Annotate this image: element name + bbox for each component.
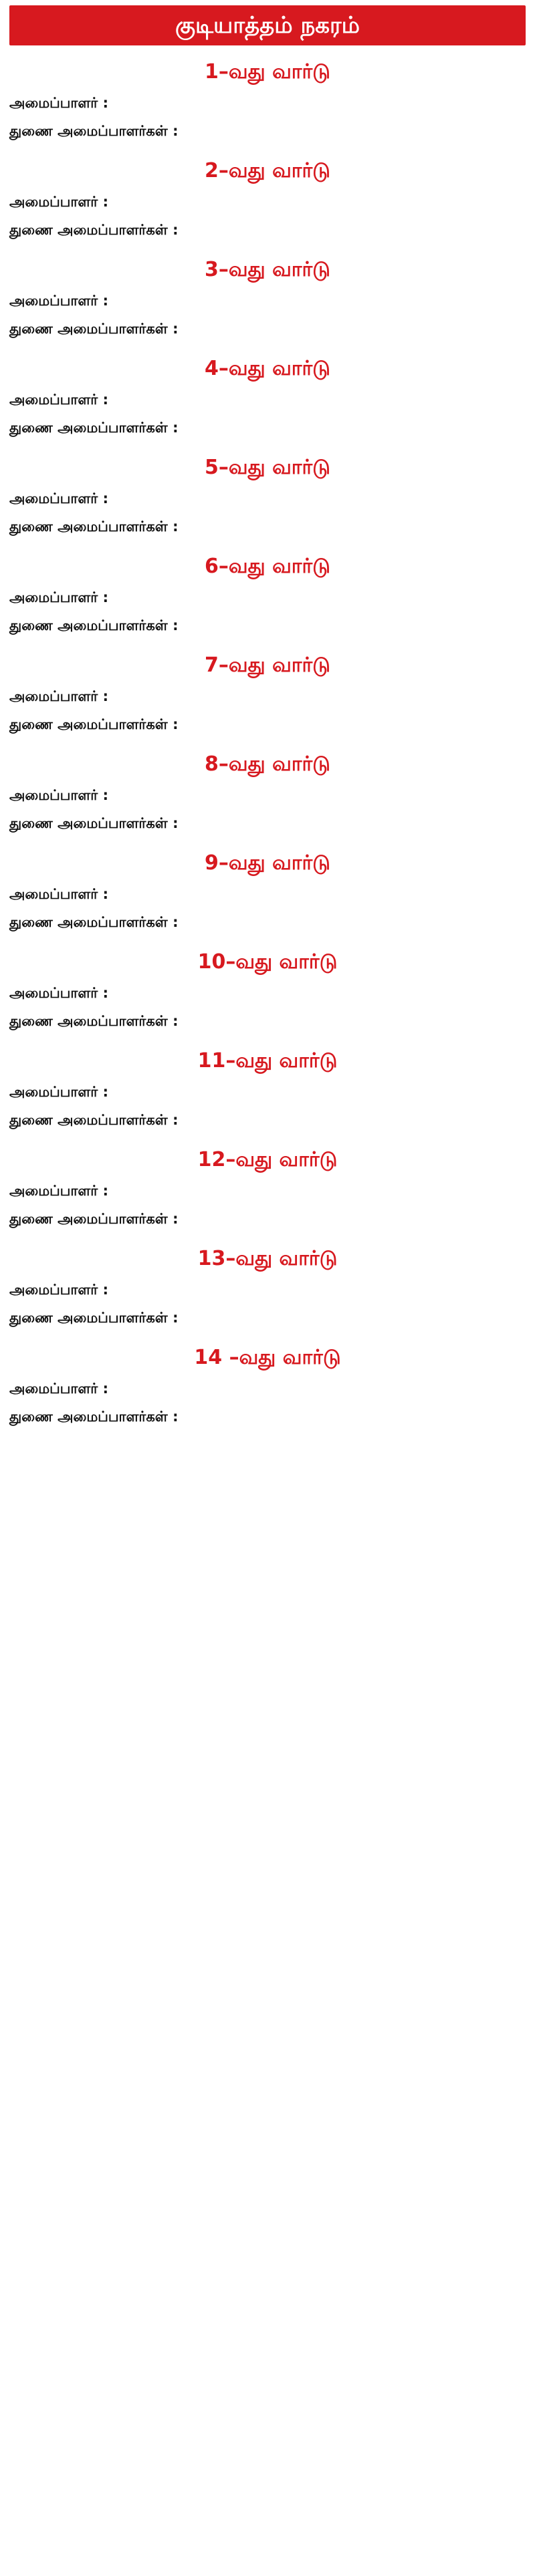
organizer-entry [9,784,526,806]
ward-heading: 9–வது வார்டு [205,851,330,875]
ward-heading: 4–வது வார்டு [205,357,330,380]
organizer-entry [9,92,526,114]
deputy-organizers-label: துணை அமைப்பாளர்கள் : [9,222,179,238]
ward-heading: 6–வது வார்டு [205,555,330,578]
deputy-organizers-label: துணை அமைப்பாளர்கள் : [9,716,179,732]
deputy-organizers-label: துணை அமைப்பாளர்கள் : [9,519,179,535]
ward-section [9,1145,526,1230]
deputy-organizers-label: துணை அமைப்பாளர்கள் : [9,1112,179,1128]
ward-heading: 11–வது வார்டு [197,1049,338,1072]
ward-heading: 7–வது வார்டு [205,654,330,677]
organizer-entry [9,587,526,608]
organizer-label: அமைப்பாளர் : [9,985,108,1001]
ward-heading: 12–வது வார்டு [197,1148,338,1171]
deputy-organizers-entry [9,911,526,933]
deputy-organizers-label: துணை அமைப்பாளர்கள் : [9,123,179,139]
organizer-label: அமைப்பாளர் : [9,787,108,803]
organizer-entry [9,982,526,1004]
ward-heading: 10–வது வார்டு [197,950,338,974]
deputy-organizers-label: துணை அமைப்பாளர்கள் : [9,420,179,436]
deputy-organizers-label: துணை அமைப்பாளர்கள் : [9,815,179,831]
organizer-entry [9,1081,526,1103]
deputy-organizers-entry [9,714,526,735]
ward-heading: 8–வது வார்டு [205,752,330,776]
deputy-organizers-entry [9,1208,526,1230]
organizer-entry [9,389,526,410]
deputy-organizers-entry [9,219,526,241]
ward-section [9,948,526,1032]
organizer-label: அமைப்பாளர் : [9,392,108,408]
organizer-entry [9,1378,526,1399]
organizer-entry [9,290,526,311]
ward-section [9,354,526,438]
organizer-entry [9,191,526,212]
deputy-organizers-label: துணை அமைப்பாளர்கள் : [9,1013,179,1029]
organizer-label: அமைப்பாளர் : [9,1183,108,1199]
ward-heading: 5–வது வார்டு [205,456,330,479]
deputy-organizers-entry [9,1010,526,1032]
deputy-organizers-entry [9,1109,526,1131]
ward-section [9,57,526,142]
deputy-organizers-entry [9,516,526,537]
ward-heading: 13–வது வார்டு [197,1247,338,1270]
ward-section [9,849,526,933]
deputy-organizers-entry [9,417,526,438]
ward-heading: 1–வது வார்டு [205,60,330,84]
section-banner: குடியாத்தம் நகரம் [9,5,526,45]
organizer-label: அமைப்பாளர் : [9,886,108,902]
organizer-label: அமைப்பாளர் : [9,1381,108,1397]
ward-section [9,1343,526,1427]
ward-section [9,552,526,636]
ward-section [9,156,526,241]
deputy-organizers-label: துணை அமைப்பாளர்கள் : [9,617,179,633]
ward-heading: 14 –வது வார்டு [194,1346,341,1369]
deputy-organizers-entry [9,615,526,636]
deputy-organizers-label: துணை அமைப்பாளர்கள் : [9,321,179,337]
organizer-label: அமைப்பாளர் : [9,194,108,210]
deputy-organizers-entry [9,813,526,834]
ward-section [9,255,526,339]
ward-section [9,1046,526,1131]
deputy-organizers-label: துணை அமைப்பாளர்கள் : [9,1409,179,1425]
organizer-entry [9,488,526,509]
deputy-organizers-entry [9,318,526,339]
ward-section [9,1244,526,1328]
organizer-label: அமைப்பாளர் : [9,95,108,111]
organizer-entry [9,1279,526,1300]
ward-list [9,57,526,1427]
organizer-label: அமைப்பாளர் : [9,293,108,309]
ward-section [9,651,526,735]
ward-section [9,750,526,834]
organizer-label: அமைப்பாளர் : [9,1084,108,1100]
organizer-label: அமைப்பாளர் : [9,688,108,704]
deputy-organizers-entry [9,1406,526,1427]
organizer-label: அமைப்பாளர் : [9,589,108,605]
deputy-organizers-entry [9,1307,526,1328]
ward-heading: 3–வது வார்டு [205,258,330,281]
deputy-organizers-label: துணை அமைப்பாளர்கள் : [9,914,179,930]
deputy-organizers-label: துணை அமைப்பாளர்கள் : [9,1310,179,1326]
organizer-entry [9,686,526,707]
deputy-organizers-entry [9,120,526,142]
organizer-entry [9,883,526,905]
organizer-entry [9,1180,526,1201]
ward-section [9,453,526,537]
organizer-label: அமைப்பாளர் : [9,1282,108,1298]
ward-heading: 2–வது வார்டு [205,159,330,182]
deputy-organizers-label: துணை அமைப்பாளர்கள் : [9,1211,179,1227]
organizer-label: அமைப்பாளர் : [9,490,108,507]
